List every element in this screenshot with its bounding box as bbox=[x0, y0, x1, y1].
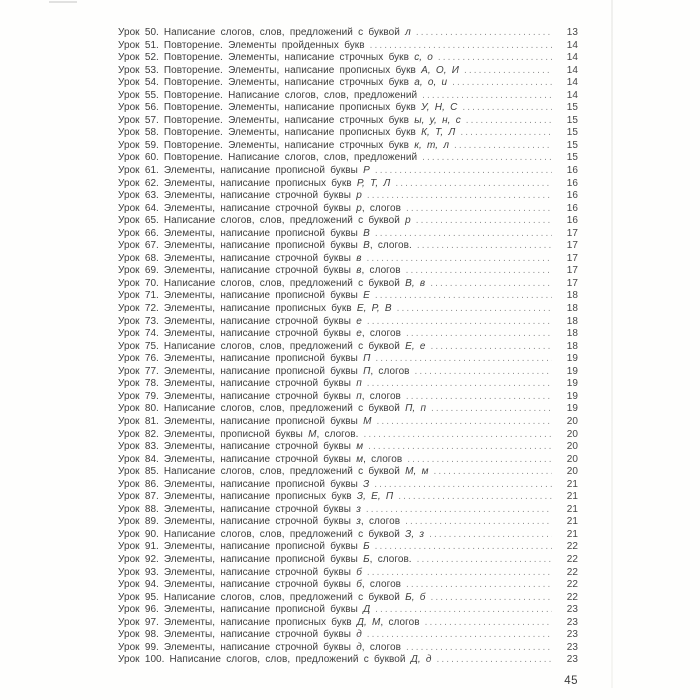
toc-row bbox=[118, 441, 578, 454]
page-number: 18 bbox=[566, 340, 578, 352]
lesson-title: Элементы, написание строчной буквы м bbox=[163, 441, 364, 453]
dot-leader bbox=[374, 479, 552, 492]
page-number: 15 bbox=[566, 127, 578, 139]
lesson-title: Элементы, написание прописных букв Р, Т, Л bbox=[163, 177, 391, 189]
page-number: 20 bbox=[566, 415, 578, 427]
lesson-label: Урок 68. bbox=[118, 252, 159, 264]
dot-leader bbox=[397, 303, 552, 316]
toc-row bbox=[118, 654, 578, 667]
page-number: 13 bbox=[566, 27, 578, 38]
dot-leader bbox=[417, 240, 552, 253]
lesson-label: Урок 50. bbox=[118, 27, 159, 38]
lesson-title: Повторение. Элементы, написание строчных букв ы, у, н, с bbox=[163, 114, 461, 126]
toc-row bbox=[118, 303, 578, 316]
dot-leader bbox=[406, 203, 552, 216]
toc-list bbox=[118, 27, 578, 667]
lesson-label: Урок 96. bbox=[118, 604, 159, 616]
page-number: 19 bbox=[566, 403, 578, 415]
toc-row bbox=[118, 203, 578, 216]
lesson-label: Урок 98. bbox=[118, 629, 159, 641]
lesson-label: Урок 58. bbox=[118, 127, 159, 139]
toc-row bbox=[118, 516, 578, 529]
dot-leader bbox=[367, 378, 552, 391]
lesson-label: Урок 86. bbox=[118, 478, 159, 490]
lesson-title: Элементы, написание строчной буквы б bbox=[163, 566, 362, 578]
dot-leader bbox=[406, 579, 552, 592]
page-number: 22 bbox=[566, 553, 578, 565]
toc-row bbox=[118, 165, 578, 178]
toc-row bbox=[118, 228, 578, 241]
dot-leader bbox=[406, 265, 552, 278]
page-number: 21 bbox=[566, 491, 578, 503]
page-number: 14 bbox=[566, 52, 578, 64]
page-number: 20 bbox=[566, 441, 578, 453]
lesson-label: Урок 71. bbox=[118, 290, 159, 302]
page-number: 18 bbox=[566, 303, 578, 315]
page-number: 16 bbox=[566, 165, 578, 177]
toc-row bbox=[118, 178, 578, 191]
lesson-label: Урок 62. bbox=[118, 177, 159, 189]
toc-row bbox=[118, 479, 578, 492]
page-number: 15 bbox=[566, 139, 578, 151]
dot-leader bbox=[406, 642, 552, 655]
lesson-label: Урок 67. bbox=[118, 240, 159, 252]
page-number: 17 bbox=[566, 240, 578, 252]
dot-leader bbox=[367, 190, 552, 203]
lesson-label: Урок 52. bbox=[118, 52, 159, 64]
toc-row bbox=[118, 416, 578, 429]
toc-row bbox=[118, 592, 578, 605]
toc-row bbox=[118, 77, 578, 90]
lesson-label: Урок 66. bbox=[118, 227, 159, 239]
toc-row bbox=[118, 353, 578, 366]
dot-leader bbox=[405, 516, 552, 529]
lesson-title: Элементы, написание строчной буквы д, слогов bbox=[163, 641, 401, 653]
lesson-title: Элементы, написание прописной буквы Б, слогов. bbox=[163, 553, 412, 565]
lesson-title: Элементы, написание прописной буквы П, слогов bbox=[163, 365, 410, 377]
dot-leader bbox=[464, 65, 552, 78]
toc-row bbox=[118, 617, 578, 630]
page-number: 21 bbox=[566, 503, 578, 515]
lesson-title: Повторение. Элементы пройденных букв bbox=[163, 39, 365, 51]
dot-leader bbox=[375, 228, 552, 241]
toc-row bbox=[118, 127, 578, 140]
toc-row bbox=[118, 240, 578, 253]
page-number: 17 bbox=[566, 265, 578, 277]
lesson-label: Урок 81. bbox=[118, 415, 159, 427]
lesson-title: Элементы, написание прописной буквы Р bbox=[163, 165, 370, 177]
toc-row bbox=[118, 366, 578, 379]
toc-row bbox=[118, 567, 578, 580]
page-number: 18 bbox=[566, 328, 578, 340]
lesson-title: Повторение. Элементы, написание прописных букв К, Т, Л bbox=[163, 127, 456, 139]
dot-leader bbox=[366, 504, 552, 517]
page-number: 22 bbox=[566, 541, 578, 553]
page-number: 20 bbox=[566, 428, 578, 440]
lesson-label: Урок 82. bbox=[118, 428, 159, 440]
toc-row bbox=[118, 341, 578, 354]
toc-row bbox=[118, 65, 578, 78]
lesson-title: Повторение. Элементы, написание прописных букв У, Н, С bbox=[163, 102, 458, 114]
page-number: 19 bbox=[566, 378, 578, 390]
lesson-title: Элементы, прописной буквы М, слогов. bbox=[163, 428, 359, 440]
lesson-title: Повторение. Написание слогов, слов, предложений bbox=[163, 89, 418, 101]
lesson-label: Урок 74. bbox=[118, 328, 159, 340]
lesson-title: Элементы, написание строчной буквы п bbox=[163, 378, 362, 390]
dot-leader bbox=[417, 554, 552, 567]
page-number: 19 bbox=[566, 390, 578, 402]
dot-leader bbox=[368, 441, 552, 454]
lesson-label: Урок 79. bbox=[118, 390, 159, 402]
lesson-label: Урок 90. bbox=[118, 528, 159, 540]
dot-leader bbox=[431, 403, 552, 416]
page-number: 22 bbox=[566, 566, 578, 578]
toc-row bbox=[118, 642, 578, 655]
dot-leader bbox=[425, 617, 552, 630]
lesson-title: Повторение. Элементы, написание прописных букв А, О, И bbox=[163, 64, 459, 76]
lesson-label: Урок 76. bbox=[118, 353, 159, 365]
toc-row bbox=[118, 27, 578, 40]
dot-leader bbox=[415, 366, 552, 379]
toc-row bbox=[118, 140, 578, 153]
page-number: 14 bbox=[566, 39, 578, 51]
dot-leader bbox=[406, 391, 552, 404]
page-number: 20 bbox=[566, 466, 578, 478]
lesson-title: Написание слогов, слов, предложений с буквой З, з bbox=[163, 528, 425, 540]
lesson-title: Элементы, написание прописных букв З, Е, П bbox=[163, 491, 394, 503]
toc-row bbox=[118, 403, 578, 416]
dot-leader bbox=[416, 215, 552, 228]
page-number: 19 bbox=[566, 353, 578, 365]
lesson-label: Урок 78. bbox=[118, 378, 159, 390]
lesson-label: Урок 80. bbox=[118, 403, 159, 415]
dot-leader bbox=[431, 341, 552, 354]
lesson-label: Урок 53. bbox=[118, 64, 159, 76]
scan-artifact-top-edge bbox=[49, 1, 77, 3]
dot-leader bbox=[375, 165, 552, 178]
toc-row bbox=[118, 52, 578, 65]
lesson-title: Элементы, написание строчной буквы м, слогов bbox=[163, 453, 403, 465]
lesson-title: Написание слогов, слов, предложений с буквой Е, е bbox=[163, 340, 426, 352]
lesson-label: Урок 56. bbox=[118, 102, 159, 114]
lesson-label: Урок 83. bbox=[118, 441, 159, 453]
lesson-label: Урок 92. bbox=[118, 553, 159, 565]
lesson-title: Написание слогов, слов, предложений с буквой М, м bbox=[163, 466, 429, 478]
toc-row bbox=[118, 629, 578, 642]
lesson-title: Элементы, написание прописной буквы З bbox=[163, 478, 370, 490]
page-number: 23 bbox=[566, 654, 578, 666]
page-number: 21 bbox=[566, 478, 578, 490]
dot-leader bbox=[438, 52, 552, 65]
dot-leader bbox=[462, 102, 552, 115]
toc-row bbox=[118, 90, 578, 103]
page-number: 17 bbox=[566, 227, 578, 239]
lesson-title: Элементы, написание строчной буквы з bbox=[163, 503, 361, 515]
page-number: 18 bbox=[566, 315, 578, 327]
toc-row bbox=[118, 454, 578, 467]
toc-row bbox=[118, 466, 578, 479]
dot-leader bbox=[375, 353, 552, 366]
lesson-label: Урок 69. bbox=[118, 265, 159, 277]
page-number: 22 bbox=[566, 579, 578, 591]
dot-leader bbox=[429, 529, 552, 542]
dot-leader bbox=[422, 90, 552, 103]
toc-row bbox=[118, 328, 578, 341]
page-number: 21 bbox=[566, 516, 578, 528]
toc-row bbox=[118, 579, 578, 592]
lesson-title: Элементы, написание строчной буквы е, слогов bbox=[163, 328, 401, 340]
page-number: 15 bbox=[566, 152, 578, 164]
lesson-label: Урок 91. bbox=[118, 541, 159, 553]
lesson-title: Элементы, написание строчной буквы б, слогов bbox=[163, 579, 402, 591]
lesson-title: Элементы, написание строчной буквы р, слогов bbox=[163, 202, 401, 214]
page-number: 14 bbox=[566, 77, 578, 89]
lesson-label: Урок 61. bbox=[118, 165, 159, 177]
lesson-title: Написание слогов, слов, предложений с буквой П, п bbox=[163, 403, 427, 415]
lesson-label: Урок 51. bbox=[118, 39, 159, 51]
lesson-label: Урок 60. bbox=[118, 152, 159, 164]
lesson-label: Урок 84. bbox=[118, 453, 159, 465]
page-number: 23 bbox=[566, 604, 578, 616]
dot-leader bbox=[395, 178, 552, 191]
lesson-title: Элементы, написание прописных букв Е, Р, В bbox=[163, 303, 392, 315]
dot-leader bbox=[416, 27, 552, 40]
page-number: 23 bbox=[566, 616, 578, 628]
dot-leader bbox=[452, 77, 552, 90]
lesson-label: Урок 54. bbox=[118, 77, 159, 89]
dot-leader bbox=[366, 253, 552, 266]
lesson-label: Урок 87. bbox=[118, 491, 159, 503]
dot-leader bbox=[430, 592, 552, 605]
lesson-label: Урок 63. bbox=[118, 190, 159, 202]
dot-leader bbox=[367, 567, 552, 580]
lesson-label: Урок 100. bbox=[118, 654, 165, 666]
lesson-title: Повторение. Написание слогов, слов, предложений bbox=[163, 152, 418, 164]
page-number: 23 bbox=[566, 641, 578, 653]
lesson-label: Урок 64. bbox=[118, 202, 159, 214]
lesson-label: Урок 59. bbox=[118, 139, 159, 151]
lesson-title: Элементы, написание прописной буквы Б bbox=[163, 541, 370, 553]
page-number: 21 bbox=[566, 528, 578, 540]
lesson-title: Элементы, написание прописных букв Д, М, слогов bbox=[163, 616, 420, 628]
page-number: 16 bbox=[566, 177, 578, 189]
lesson-title: Элементы, написание прописной буквы Е bbox=[163, 290, 370, 302]
toc-row bbox=[118, 529, 578, 542]
lesson-title: Элементы, написание строчной буквы р bbox=[163, 190, 362, 202]
toc-row bbox=[118, 265, 578, 278]
toc-row bbox=[118, 604, 578, 617]
page-number: 15 bbox=[566, 102, 578, 114]
toc-row bbox=[118, 429, 578, 442]
lesson-label: Урок 65. bbox=[118, 215, 159, 227]
lesson-title: Написание слогов, слов, предложений с буквой л bbox=[163, 27, 411, 38]
toc-row bbox=[118, 102, 578, 115]
toc-row bbox=[118, 253, 578, 266]
lesson-title: Написание слогов, слов, предложений с буквой В, в bbox=[163, 277, 426, 289]
lesson-label: Урок 57. bbox=[118, 114, 159, 126]
lesson-label: Урок 88. bbox=[118, 503, 159, 515]
dot-leader bbox=[430, 278, 552, 291]
lesson-title: Повторение. Элементы, написание строчных букв с, о bbox=[163, 52, 433, 64]
lesson-title: Элементы, написание строчной буквы е bbox=[163, 315, 362, 327]
dot-leader bbox=[367, 629, 552, 642]
lesson-title: Элементы, написание прописной буквы В bbox=[163, 227, 370, 239]
toc-row bbox=[118, 491, 578, 504]
lesson-title: Написание слогов, слов, предложений с буквой р bbox=[163, 215, 411, 227]
dot-leader bbox=[375, 541, 552, 554]
page-number: 16 bbox=[566, 215, 578, 227]
page-number: 17 bbox=[566, 252, 578, 264]
toc-row bbox=[118, 290, 578, 303]
lesson-label: Урок 97. bbox=[118, 616, 159, 628]
lesson-title: Элементы, написание строчной буквы в, слогов bbox=[163, 265, 401, 277]
toc-row bbox=[118, 504, 578, 517]
toc-row bbox=[118, 378, 578, 391]
toc-row bbox=[118, 152, 578, 165]
dot-leader bbox=[376, 416, 552, 429]
lesson-label: Урок 70. bbox=[118, 277, 159, 289]
dot-leader bbox=[363, 429, 552, 442]
dot-leader bbox=[454, 140, 552, 153]
scan-artifact-right-edge bbox=[611, 0, 613, 688]
lesson-label: Урок 89. bbox=[118, 516, 159, 528]
lesson-title: Элементы, написание строчной буквы в bbox=[163, 252, 362, 264]
toc-row bbox=[118, 316, 578, 329]
lesson-title: Повторение. Элементы, написание строчных букв а, о, и bbox=[163, 77, 448, 89]
toc-row bbox=[118, 190, 578, 203]
lesson-label: Урок 55. bbox=[118, 89, 159, 101]
dot-leader bbox=[407, 454, 552, 467]
toc-row bbox=[118, 541, 578, 554]
page-number: 18 bbox=[566, 290, 578, 302]
page-number: 15 bbox=[566, 114, 578, 126]
dot-leader bbox=[466, 115, 552, 128]
lesson-title: Элементы, написание строчной буквы з, слогов bbox=[163, 516, 401, 528]
page-number: 22 bbox=[566, 591, 578, 603]
lesson-label: Урок 77. bbox=[118, 365, 159, 377]
dot-leader bbox=[422, 152, 552, 165]
toc-row bbox=[118, 215, 578, 228]
lesson-label: Урок 94. bbox=[118, 579, 159, 591]
lesson-title: Написание слогов, слов, предложений с буквой Д, д bbox=[169, 654, 432, 666]
dot-leader bbox=[436, 654, 552, 667]
toc-row bbox=[118, 278, 578, 291]
lesson-title: Элементы, написание прописной буквы Д bbox=[163, 604, 371, 616]
lesson-label: Урок 85. bbox=[118, 466, 159, 478]
lesson-label: Урок 73. bbox=[118, 315, 159, 327]
lesson-label: Урок 75. bbox=[118, 340, 159, 352]
page-number: 16 bbox=[566, 190, 578, 202]
lesson-label: Урок 93. bbox=[118, 566, 159, 578]
page-number: 19 bbox=[566, 365, 578, 377]
lesson-title: Написание слогов, слов, предложений с буквой Б, б bbox=[163, 591, 426, 603]
dot-leader bbox=[375, 604, 552, 617]
lesson-label: Урок 99. bbox=[118, 641, 159, 653]
toc-row bbox=[118, 40, 578, 53]
page-number: 14 bbox=[566, 64, 578, 76]
page-number: 16 bbox=[566, 202, 578, 214]
lesson-title: Элементы, написание строчной буквы п, слогов bbox=[163, 390, 401, 402]
lesson-title: Повторение. Элементы, написание строчных букв к, т, л bbox=[163, 139, 450, 151]
dot-leader bbox=[433, 466, 552, 479]
dot-leader bbox=[406, 328, 552, 341]
dot-leader bbox=[460, 127, 552, 140]
lesson-title: Элементы, написание прописной буквы П bbox=[163, 353, 371, 365]
dot-leader bbox=[398, 491, 552, 504]
dot-leader bbox=[375, 290, 552, 303]
lesson-title: Элементы, написание строчной буквы д bbox=[163, 629, 362, 641]
lesson-label: Урок 72. bbox=[118, 303, 159, 315]
footer-page-number: 45 bbox=[564, 675, 578, 687]
page-number: 23 bbox=[566, 629, 578, 641]
lesson-label: Урок 95. bbox=[118, 591, 159, 603]
dot-leader bbox=[367, 316, 552, 329]
toc-row bbox=[118, 115, 578, 128]
page-number: 17 bbox=[566, 277, 578, 289]
dot-leader bbox=[370, 40, 552, 53]
lesson-title: Элементы, написание прописной буквы М bbox=[163, 415, 372, 427]
page-number: 14 bbox=[566, 89, 578, 101]
page-number: 20 bbox=[566, 453, 578, 465]
toc-row bbox=[118, 391, 578, 404]
lesson-title: Элементы, написание прописной буквы В, слогов. bbox=[163, 240, 412, 252]
toc-row bbox=[118, 554, 578, 567]
